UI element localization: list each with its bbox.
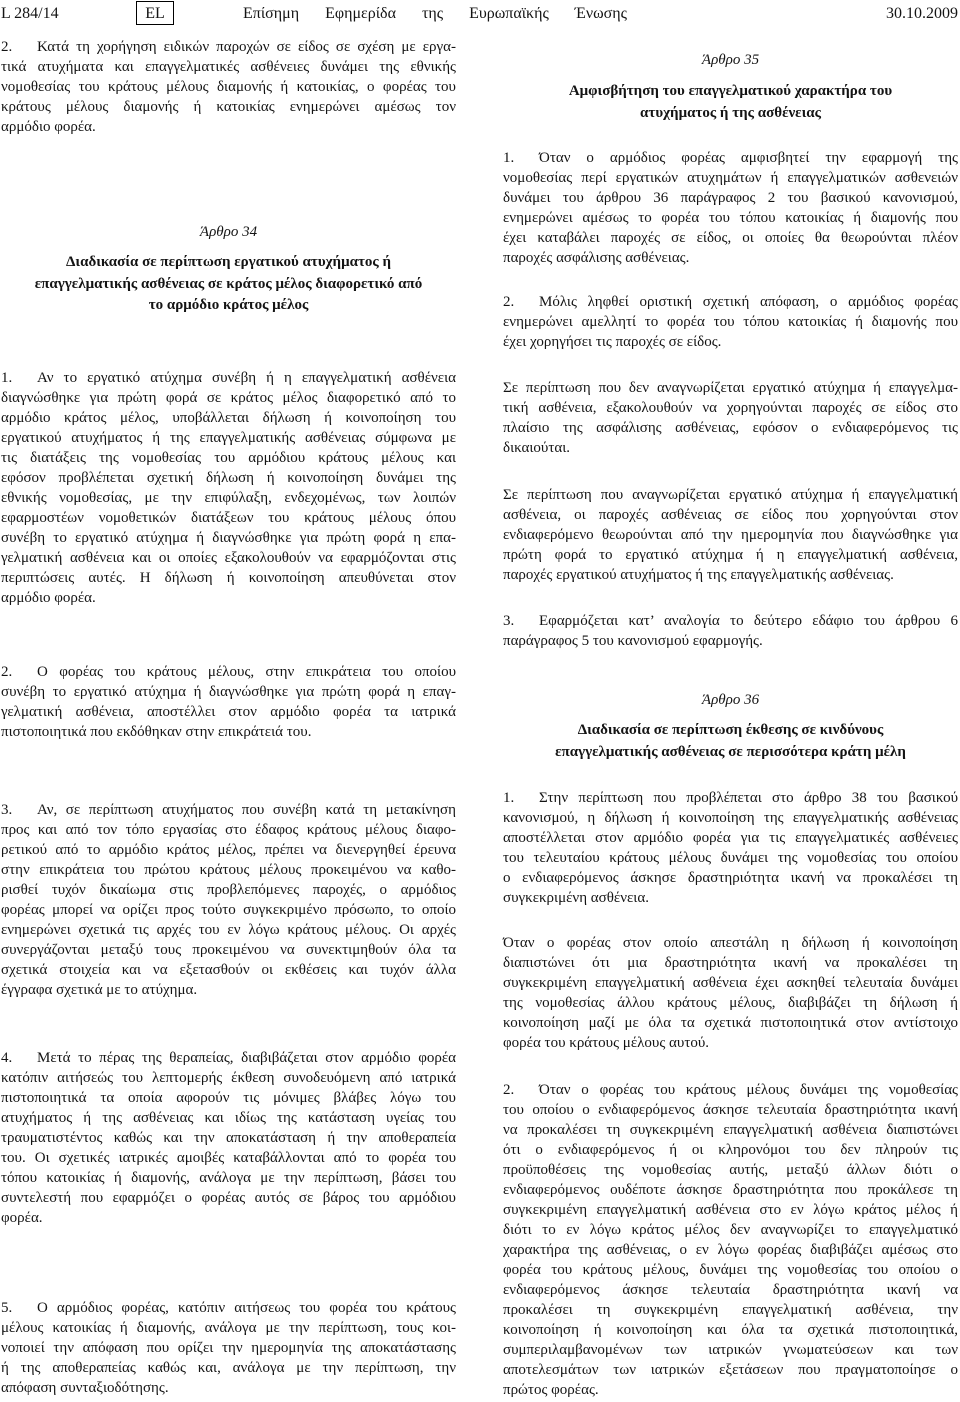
text-line xyxy=(503,485,958,505)
line-text: ο ενδιαφερόμενος άσκησε δραστηριότητα ικανή να προκαλέσει τη xyxy=(503,870,958,886)
text-line xyxy=(503,1240,958,1260)
line-text: έχει καταβάλει παροχές σε είδος, οι οποίες θα θεωρούνται πλέον xyxy=(503,230,958,246)
text-line xyxy=(1,1338,456,1358)
text-line xyxy=(503,808,958,828)
article-title-line: ατυχήματος ή της ασθένειας xyxy=(640,104,821,121)
text-line xyxy=(503,148,958,168)
line-text: ενδιαφερόμενος ουδέποτε άσκησε δραστηριότητα που προκάλεσε τη xyxy=(503,1182,958,1198)
line-text: Κατά τη χορήγηση ειδικών παροχών σε είδος σε σχέση με εργα- xyxy=(37,39,456,55)
line-text: γελματική ασθένεια και οι οποίες εξακολουθούν να εφαρμόζονται στις xyxy=(1,550,456,566)
paragraph-number: 4. xyxy=(1,1050,13,1066)
line-text: διότι το εν λόγω κράτος μέλος δεν αναγνωρίζει το επαγγελματικό xyxy=(503,1222,958,1238)
line-text: Αν, σε περίπτωση ατυχήματος που συνέβη κατά τη μετακίνηση xyxy=(37,802,456,818)
text-line xyxy=(1,1108,456,1128)
text-line xyxy=(503,398,958,418)
line-text: ενημερώνει αμελλητί το φορέα του τόπου κατοικίας ή διαμονής που xyxy=(503,314,958,330)
text-line xyxy=(1,588,456,608)
journal-title: Επίσημη Εφημερίδα της Ευρωπαϊκής Ένωσης xyxy=(243,5,627,22)
text-line xyxy=(503,1180,958,1200)
text-line xyxy=(503,1160,958,1180)
line-text: αρμόδιο φορέα. xyxy=(1,119,96,135)
paragraph xyxy=(1,1298,456,1398)
text-line xyxy=(503,1340,958,1360)
text-line xyxy=(503,1220,958,1240)
text-line xyxy=(1,1208,456,1228)
article-title xyxy=(503,720,958,763)
paragraph xyxy=(503,933,958,1053)
paragraph xyxy=(503,485,958,585)
line-text: στην επικράτεια του πρώτου κράτους μέλους προκειμένου να καθο- xyxy=(1,862,456,878)
line-text: ή της αποθεραπείας καθώς και, ανάλογα με την περίπτωση, την xyxy=(1,1360,456,1376)
text-line xyxy=(503,788,958,808)
article-heading: Άρθρο 35 xyxy=(701,52,760,68)
line-text: προς και από τον τόπο εργασίας στο έδαφος κράτους μέλους διαφο- xyxy=(1,822,456,838)
text-line xyxy=(1,37,456,57)
text-line xyxy=(1,1068,456,1088)
line-text: Εφαρμόζεται κατ’ αναλογία το δεύτερο εδάφιο του άρθρου 6 xyxy=(539,613,958,629)
line-text: συνέβη το εργατικό ατύχημα ή διαγνώσθηκε για πρώτη φορά η επαγ- xyxy=(1,684,456,700)
line-text: συντελεστή που εφαρμόζει ο φορέας αυτός σε βάρος του αρμόδιου xyxy=(1,1190,456,1206)
text-line xyxy=(503,993,958,1013)
line-text: νομοθεσίας του κράτους μέλους διαμονής ή κατοικίας, ο φορέας του xyxy=(1,79,456,95)
text-line xyxy=(503,1260,958,1280)
line-text: συγκεκριμένη επαγγελματική ασθένεια έχει ασκηθεί τελευταία δυνάμει xyxy=(503,975,958,991)
line-text: συμπεριλαμβανομένων των ιατρικών γνωματεύσεων και των xyxy=(503,1342,958,1358)
paragraph-number: 3. xyxy=(503,613,515,629)
text-line xyxy=(503,933,958,953)
line-text: ατυχήματος ή της ασθένειας και ιδίως της κατάσταση υγείας του xyxy=(1,1110,456,1126)
line-text: του. Οι σχετικές ιατρικές αμοιβές καταβάλλονται από το φορέα του xyxy=(1,1150,456,1166)
text-line xyxy=(503,1080,958,1100)
text-line xyxy=(503,332,958,352)
line-text: φορέας μπορεί να ορίζει προς τούτο συγκεκριμένο πρόσωπο, το οποίο xyxy=(1,902,456,918)
text-line xyxy=(503,1300,958,1320)
text-line xyxy=(1,1298,456,1318)
left-column xyxy=(1,0,456,1402)
paragraph xyxy=(503,378,958,458)
line-text: ότι ο ενδιαφερόμενος ή οι κληρονόμοι του δεν πληρούν τις xyxy=(503,1142,958,1158)
text-line xyxy=(503,973,958,993)
line-text: αρμόδιο κράτος μέλος, υποβάλλεται δήλωση ή κοινοποίηση του xyxy=(1,410,456,426)
text-line xyxy=(1,1318,456,1338)
paragraph-number: 1. xyxy=(1,370,13,386)
line-text: ενημερώνει αμέσως το φορέα του τόπου κατοικίας ή διαμονής που xyxy=(503,210,958,226)
paragraph xyxy=(503,148,958,268)
line-text: έχει χορηγήσει τις παροχές σε είδος. xyxy=(503,334,722,350)
article-title-line: το αρμόδιο κράτος μέλος xyxy=(148,297,309,313)
line-text: τόπου κατοικίας ή διαμονής, ανάλογα με την περίπτωση, βάσει του xyxy=(1,1170,456,1186)
text-line xyxy=(503,545,958,565)
text-line xyxy=(1,900,456,920)
article-title-line: επαγγελματικής ασθένειας σε περισσότερα κράτη μέλη xyxy=(555,743,906,760)
article-title-line: Διαδικασία σε περίπτωση εργατικού ατυχήματος ή xyxy=(66,254,391,270)
text-line xyxy=(503,611,958,631)
line-text: κατόπιν αιτήσεώς του λεπτομερής έκθεση συνοδευόμενη από ιατρικά xyxy=(1,1070,456,1086)
text-line xyxy=(1,800,456,820)
text-line xyxy=(1,528,456,548)
line-text: φορέα. xyxy=(1,1210,43,1226)
text-line xyxy=(503,1120,958,1140)
article-title xyxy=(1,252,456,317)
text-line xyxy=(1,1188,456,1208)
line-text: Μετά το πέρας της θεραπείας, διαβιβάζεται στον αρμόδιο φορέα xyxy=(37,1050,456,1066)
text-line xyxy=(1,860,456,880)
text-line xyxy=(503,438,958,458)
text-line xyxy=(1,117,456,137)
text-line xyxy=(503,1013,958,1033)
line-text: τις διατάξεις της νομοθεσίας του αρμόδιου κράτους μέλους και xyxy=(1,450,456,466)
line-text: ρετικού από το αρμόδιο κράτος μέλος, πρέπει να διενεργηθεί έρευνα xyxy=(1,842,456,858)
text-line xyxy=(503,565,958,585)
text-line xyxy=(503,505,958,525)
text-line xyxy=(503,953,958,973)
paragraph xyxy=(1,1048,456,1228)
text-line xyxy=(1,388,456,408)
paragraph-number: 2. xyxy=(503,294,515,310)
text-line xyxy=(1,97,456,117)
text-line xyxy=(1,1128,456,1148)
text-line xyxy=(503,631,958,651)
line-text: συνεργάζονται μεταξύ τους προκειμένου να συνεκτιμηθούν όλα τα xyxy=(1,942,456,958)
line-text: παροχές ασφάλισης ασθένειας. xyxy=(503,250,690,266)
page-reference: L 284/14 xyxy=(1,5,59,22)
article-title-line: επαγγελματικής ασθένειας σε κράτος μέλος διαφορετικό από xyxy=(34,275,423,292)
text-line xyxy=(1,702,456,722)
line-text: αποστέλλεται στον αρμόδιο φορέα για τις επαγγελματικές ασθένειες xyxy=(503,830,958,846)
text-line xyxy=(1,488,456,508)
text-line xyxy=(1,880,456,900)
text-line xyxy=(1,960,456,980)
paragraph xyxy=(1,368,456,608)
line-text: της νομοθεσίας άλλου κράτους μέλους, διαβιβάζει τη δήλωση ή xyxy=(503,995,958,1011)
text-line xyxy=(503,1380,958,1400)
text-line xyxy=(1,568,456,588)
line-text: εφαρμοστέων νομοθετικών διατάξεων του κράτους μέλους όπου xyxy=(1,510,456,526)
line-text: φορέα του κράτους μέλους αυτού. xyxy=(503,1035,710,1051)
line-text: ρισθεί τυχόν δικαίωμα στις προβλεπόμενες παροχές, ο αρμόδιος xyxy=(1,882,456,898)
publication-date: 30.10.2009 xyxy=(886,5,958,22)
text-line xyxy=(503,1140,958,1160)
text-line xyxy=(503,378,958,398)
line-text: εθνικής νομοθεσίας, με την επιφύλαξη, ενδεχομένως, των λοιπών xyxy=(1,490,456,506)
line-text: Στην περίπτωση που προβλέπεται στο άρθρο 38 του βασικού xyxy=(539,790,958,806)
paragraph xyxy=(1,662,456,742)
text-line xyxy=(503,828,958,848)
line-text: διαγνώσθηκε για πρώτη φορά σε κράτος μέλος διαφορετικό από το xyxy=(1,390,456,406)
text-line xyxy=(503,188,958,208)
paragraph xyxy=(1,800,456,1000)
text-line xyxy=(503,868,958,888)
line-text: Σε περίπτωση που αναγνωρίζεται εργατικό ατύχημα ή επαγγελματική xyxy=(503,487,958,503)
line-text: Ο φορέας του κράτους μέλους, στην επικράτεια του οποίου xyxy=(37,664,456,680)
text-line xyxy=(503,418,958,438)
line-text: διαπιστώνει ότι μια δραστηριότητα ικανή να προκαλέσει τη xyxy=(503,955,958,971)
line-text: συνέβη το εργατικό ατύχημα ή διαγνώσθηκε για πρώτη φορά η επα- xyxy=(1,530,456,546)
line-text: περιπτώσεις αυτές. Η δήλωση ή κοινοποίηση απευθύνεται στον xyxy=(1,570,456,586)
paragraph-number: 2. xyxy=(1,39,13,55)
text-line xyxy=(1,1088,456,1108)
article-heading: Άρθρο 36 xyxy=(701,692,760,708)
paragraph-number: 1. xyxy=(503,150,515,166)
line-text: του τελευταίου κράτους μέλους δυνάμει της νομοθεσίας του οποίου xyxy=(503,850,958,866)
text-line xyxy=(1,1148,456,1168)
line-text: παράγραφος 5 του κανονισμού εφαρμογής. xyxy=(503,633,763,649)
text-line xyxy=(1,77,456,97)
line-text: συγκεκριμένη επαγγελματική ασθένεια στο εν λόγω κράτος μέλος ή xyxy=(503,1202,958,1218)
text-line xyxy=(1,448,456,468)
line-text: προϋποθέσεις της νομοθεσίας αυτής, μεταξύ άλλων διότι ο xyxy=(503,1162,958,1178)
line-text: παροχές εργατικού ατυχήματος ή της επαγγελματικής ασθένειας. xyxy=(503,567,894,583)
text-line xyxy=(1,548,456,568)
line-text: Μόλις ληφθεί οριστική σχετική απόφαση, ο αρμόδιος φορέας xyxy=(539,294,958,310)
paragraph xyxy=(503,611,958,651)
text-line xyxy=(503,525,958,545)
text-line xyxy=(1,840,456,860)
line-text: εργατικού ατυχήματος ή της επαγγελματικής ασθένειας σύμφωνα με xyxy=(1,430,456,446)
paragraph xyxy=(503,292,958,352)
line-text: νοποιεί την απόφαση που ορίζει την ημερομηνία της αποκατάστασης xyxy=(1,1340,456,1356)
article-title-line: Διαδικασία σε περίπτωση έκθεσης σε κινδύνους xyxy=(577,722,884,738)
text-line xyxy=(503,228,958,248)
line-text: κανονισμού, η δήλωση ή κοινοποίηση της επαγγελματικής ασθένειας xyxy=(503,810,958,826)
text-line xyxy=(503,1100,958,1120)
text-line xyxy=(503,1320,958,1340)
line-text: πλαίσιο της ασφάλισης ασθένειας, εφόσον ο ενδιαφερόμενος τις xyxy=(503,420,958,436)
line-text: μέλους κατοικίας ή διαμονής, ανάλογα με την περίπτωση, τους κοι- xyxy=(1,1320,456,1336)
line-text: εφόσον προβλέπεται σχετική δήλωση ή κοινοποίηση δυνάμει της xyxy=(1,470,456,486)
line-text: σχετικά στοιχεία και να εξετασθούν οι εκθέσεις και τυχόν άλλα xyxy=(1,962,456,978)
paragraph-number: 2. xyxy=(503,1082,515,1098)
line-text: πιστοποιητικά που εκδόθηκαν στην επικράτειά του. xyxy=(1,724,312,740)
text-line xyxy=(503,888,958,908)
line-text: Όταν ο φορέας του κράτους μέλους δυνάμει της νομοθεσίας xyxy=(539,1082,958,1098)
line-text: να προκαλέσει τη συγκεκριμένη επαγγελματική ασθένεια διαπιστώνει xyxy=(503,1122,958,1138)
line-text: ενδιαφερόμενο θεωρούνται από την ημερομηνία που διαγνώσθηκε για xyxy=(503,527,958,543)
article-title xyxy=(503,81,958,124)
line-text: αποτελεσμάτων των ιατρικών εξετάσεων που πραγματοποίησε ο xyxy=(503,1362,958,1378)
line-text: πρώτος φορέας. xyxy=(503,1382,599,1398)
line-text: νομοθεσίας περί εργατικών ατυχημάτων ή επαγγελματικών ασθενειών xyxy=(503,170,958,186)
line-text: ασθένεια, οι παροχές ασθένειας σε είδος που χορηγούνται στον xyxy=(503,507,958,523)
text-line xyxy=(1,428,456,448)
text-line xyxy=(1,1378,456,1398)
line-text: τραυματιστέντος καθώς και την αποκατάσταση ή την αποθεραπεία xyxy=(1,1130,456,1146)
text-line xyxy=(503,1033,958,1053)
line-text: πρώτη φορά το εργατικό ατύχημα ή η επαγγελματική ασθένεια, xyxy=(503,547,958,563)
text-line xyxy=(1,1358,456,1378)
right-column xyxy=(503,0,958,1402)
text-line xyxy=(503,1280,958,1300)
text-line xyxy=(503,848,958,868)
line-text: γελματική ασθένεια, αποστέλλει στον αρμόδιο φορέα τα ιατρικά xyxy=(1,704,456,720)
line-text: αρμόδιο φορέα. xyxy=(1,590,96,606)
line-text: τικά ατυχήματα και επαγγελματικές ασθένειες δυνάμει της εθνικής xyxy=(1,59,456,75)
article-heading: Άρθρο 34 xyxy=(199,224,258,240)
text-line xyxy=(1,820,456,840)
line-text: προκαλέσει τη συγκεκριμένη επαγγελματική ασθένεια, την xyxy=(503,1302,958,1318)
article-title-line: Αμφισβήτηση του επαγγελματικού χαρακτήρα του xyxy=(568,83,893,99)
line-text: έγγραφα σχετικά με το ατύχημα. xyxy=(1,982,198,998)
text-line xyxy=(1,1168,456,1188)
line-text: φορέα του κράτους μέλους, δυνάμει της νομοθεσίας του οποίου ο xyxy=(503,1262,958,1278)
line-text: ενδιαφερόμενος άσκησε τελευταία δραστηριότητα ικανή να xyxy=(503,1282,958,1298)
text-line xyxy=(503,1360,958,1380)
line-text: Όταν ο φορέας στον οποίο απεστάλη η δήλωση ή κοινοποίηση xyxy=(503,935,958,951)
line-text: απόφαση συνταξιοδότησης. xyxy=(1,1380,169,1396)
text-line xyxy=(1,408,456,428)
line-text: τική ασθένεια, εξακολουθούν να χορηγούνται παροχές σε είδος στο xyxy=(503,400,958,416)
text-line xyxy=(1,980,456,1000)
paragraph xyxy=(503,788,958,908)
line-text: κοινοποίηση μαζί με όλα τα σχετικά πιστοποιητικά στον αντίστοιχο xyxy=(503,1015,958,1031)
paragraph xyxy=(1,37,456,137)
line-text: κράτους μέλους διαμονής ή κατοικίας ενημερώνει αμέσως τον xyxy=(1,99,456,115)
line-text: δυνάμει του άρθρου 36 παράγραφος 2 του βασικού κανονισμού, xyxy=(503,190,958,206)
line-text: πιστοποιητικά τα οποία αφορούν τις μόνιμες βλάβες λόγω του xyxy=(1,1090,456,1106)
text-line xyxy=(503,1200,958,1220)
paragraph-number: 1. xyxy=(503,790,515,806)
text-line xyxy=(1,508,456,528)
text-line xyxy=(1,920,456,940)
text-line xyxy=(1,682,456,702)
paragraph xyxy=(503,1080,958,1400)
line-text: του οποίου ο ενδιαφερόμενος άσκησε τελευταία δραστηριότητα ικανή xyxy=(503,1102,958,1118)
text-line xyxy=(1,1048,456,1068)
text-line xyxy=(503,208,958,228)
text-line xyxy=(1,940,456,960)
line-text: χαρακτήρα της ασθένειας, ο εν λόγω φορέας διαβιβάζει αμέσως στο xyxy=(503,1242,958,1258)
text-line xyxy=(503,248,958,268)
language-code-box: EL xyxy=(136,1,174,25)
line-text: Σε περίπτωση που δεν αναγνωρίζεται εργατικό ατύχημα ή επαγγελμα- xyxy=(503,380,958,396)
text-line xyxy=(503,312,958,332)
paragraph-number: 3. xyxy=(1,802,13,818)
text-line xyxy=(503,168,958,188)
text-line xyxy=(1,468,456,488)
line-text: Όταν ο αρμόδιος φορέας αμφισβητεί την εφαρμογή της xyxy=(539,150,958,166)
text-line xyxy=(1,662,456,682)
line-text: δικαιούται. xyxy=(503,440,571,456)
line-text: συγκεκριμένη ασθένεια. xyxy=(503,890,649,906)
paragraph-number: 5. xyxy=(1,1300,13,1316)
text-line xyxy=(503,292,958,312)
text-line xyxy=(1,722,456,742)
text-line xyxy=(1,57,456,77)
paragraph-number: 2. xyxy=(1,664,13,680)
line-text: ενημερώνει σχετικά τις αρχές του εν λόγω κράτους μέλους. Οι αρχές xyxy=(1,922,456,938)
line-text: κοινοποίηση ή κοινοποίηση και όλα τα σχετικά πιστοποιητικά, xyxy=(503,1322,958,1338)
line-text: Ο αρμόδιος φορέας, κατόπιν αιτήσεως του φορέα του κράτους xyxy=(37,1300,456,1316)
line-text: Αν το εργατικό ατύχημα συνέβη ή η επαγγελματική ασθένεια xyxy=(37,370,456,386)
text-line xyxy=(1,368,456,388)
